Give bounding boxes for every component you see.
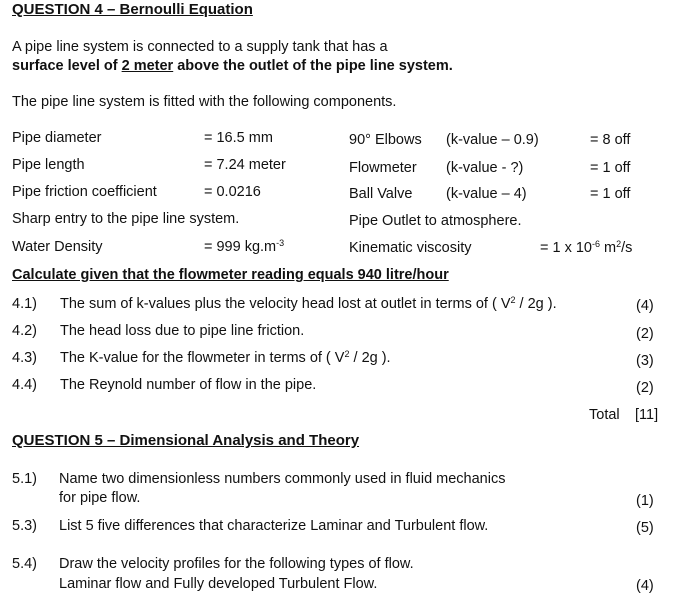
item-marks: (3)	[636, 353, 654, 369]
viscosity-value: = 1 x $10^{-6}$ $m^2/s$	[540, 239, 633, 256]
pipe-outlet: Pipe Outlet to atmosphere.	[349, 213, 522, 229]
water-density-value: = 999 $kg.m^{-3}$	[204, 238, 285, 255]
param-value: = 7.24 meter	[204, 157, 286, 173]
item-text: Draw the velocity profiles for the following types of flow.	[59, 556, 414, 572]
item-marks: (2)	[636, 326, 654, 342]
q4-heading: QUESTION 4 – Bernoulli Equation	[12, 1, 253, 18]
component-k: (k-value – 4)	[446, 186, 527, 202]
total-value: [11]	[635, 407, 659, 423]
param-value: = 16.5 mm	[204, 130, 273, 146]
component-name: Ball Valve	[349, 186, 413, 202]
water-density-label: Water Density	[12, 239, 103, 255]
item-text: The sum of k-values plus the velocity head lost at outlet in terms of ( $V^2 / 2g$ ).	[60, 295, 557, 312]
item-marks: (1)	[636, 493, 654, 509]
item-text: The head loss due to pipe line friction.	[60, 323, 305, 339]
item-text: The K-value for the flowmeter in terms of ( $V^2 / 2g$ ).	[60, 349, 391, 366]
item-text: List 5 five differences that characterize Laminar and Turbulent flow.	[59, 518, 489, 534]
q4-intro-line2: surface level of 2 meter above the outlet of the pipe line system.	[12, 58, 453, 74]
param-label: Pipe friction coefficient	[12, 184, 157, 200]
item-marks: (4)	[636, 578, 654, 594]
item-number: 4.2)	[12, 323, 37, 339]
component-k: (k-value – 0.9)	[446, 132, 539, 148]
item-number: 5.4)	[12, 556, 37, 572]
component-name: Flowmeter	[349, 160, 417, 176]
item-marks: (2)	[636, 380, 654, 396]
item-text-line2: for pipe flow.	[59, 490, 141, 506]
component-count: = 1 off	[590, 160, 631, 176]
component-count: = 8 off	[590, 132, 631, 148]
item-number: 4.1)	[12, 296, 37, 312]
q5-heading: QUESTION 5 – Dimensional Analysis and Theory	[12, 432, 360, 449]
calc-heading: Calculate given that the flowmeter reading equals 940 litre/hour	[12, 267, 449, 283]
item-text: Name two dimensionless numbers commonly used in fluid mechanics	[59, 471, 506, 487]
component-k: (k-value - ?)	[446, 160, 524, 176]
item-number: 5.1)	[12, 471, 37, 487]
component-name: 90° Elbows	[349, 132, 422, 148]
item-number: 5.3)	[12, 518, 37, 534]
item-number: 4.3)	[12, 350, 37, 366]
param-value: = 0.0216	[204, 184, 261, 200]
item-marks: (4)	[636, 298, 654, 314]
total-label: Total	[589, 407, 620, 423]
item-marks: (5)	[636, 520, 654, 536]
component-count: = 1 off	[590, 186, 631, 202]
sharp-entry: Sharp entry to the pipe line system.	[12, 211, 240, 227]
item-text: The Reynold number of flow in the pipe.	[60, 377, 317, 393]
viscosity-label: Kinematic viscosity	[349, 240, 472, 256]
q4-intro-line1: A pipe line system is connected to a supply tank that has a	[12, 39, 388, 55]
q4-components-intro: The pipe line system is fitted with the following components.	[12, 94, 397, 110]
item-text-line2: Laminar flow and Fully developed Turbulent Flow.	[59, 576, 378, 592]
param-label: Pipe length	[12, 157, 85, 173]
param-label: Pipe diameter	[12, 130, 102, 146]
item-number: 4.4)	[12, 377, 37, 393]
